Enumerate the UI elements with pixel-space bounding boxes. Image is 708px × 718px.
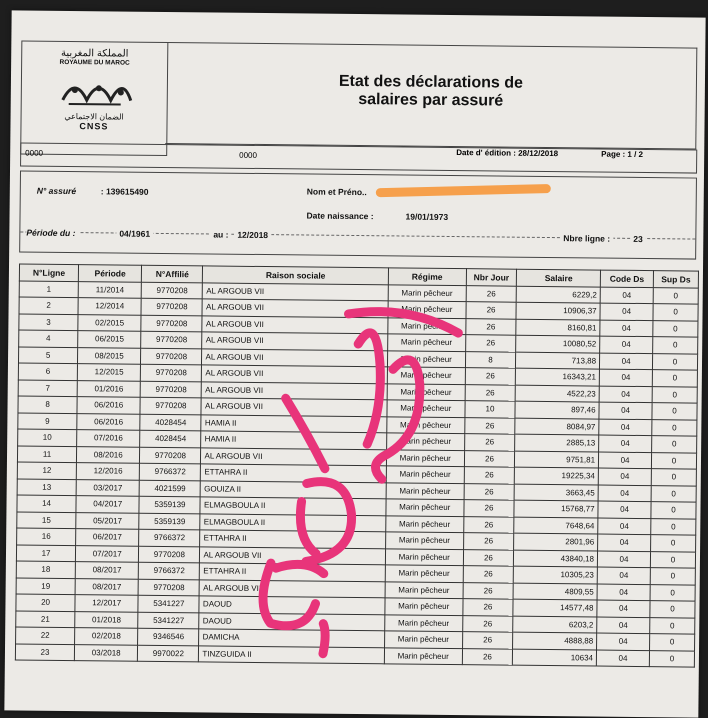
cell-col-code-ds: 04 <box>599 402 652 419</box>
cell-col-regime: Marin pêcheur <box>386 482 464 499</box>
cell-col-ligne: 13 <box>17 478 76 495</box>
cell-col-sup-ds: 0 <box>651 535 696 552</box>
cell-col-code-ds: 04 <box>600 303 653 320</box>
cell-col-periode: 11/2014 <box>78 281 141 298</box>
name-label: Nom et Préno.. <box>306 186 367 198</box>
cell-col-nbr-jour: 26 <box>463 516 514 533</box>
cell-col-periode: 06/2017 <box>76 529 139 546</box>
cell-col-raison-sociale: AL ARGOUB VII <box>202 365 388 383</box>
cell-col-raison-sociale: AL ARGOUB VII <box>202 299 388 317</box>
cell-col-ligne: 2 <box>19 297 78 314</box>
cell-col-regime: Marin pêcheur <box>385 631 463 648</box>
cell-col-affilie: 9770208 <box>140 381 201 398</box>
cell-col-regime: Marin pêcheur <box>385 565 463 582</box>
cell-col-nbr-jour: 26 <box>465 318 516 335</box>
document-page <box>4 10 705 717</box>
cell-col-periode: 06/2016 <box>77 413 140 430</box>
insured-number-label: N° assuré <box>36 185 77 197</box>
cell-col-ligne: 3 <box>19 313 78 330</box>
cell-col-sup-ds: 0 <box>650 584 695 601</box>
cell-col-raison-sociale: AL ARGOUB VII <box>200 579 386 597</box>
cell-col-sup-ds: 0 <box>652 370 697 387</box>
cell-col-salaire: 14577,48 <box>513 599 597 616</box>
cell-col-salaire: 4522,23 <box>516 385 600 402</box>
cell-col-nbr-jour: 26 <box>463 582 514 599</box>
birth-date-label: Date naissance : <box>306 210 374 222</box>
cell-col-raison-sociale: DAOUD <box>199 596 385 614</box>
cell-col-ligne: 17 <box>16 544 75 561</box>
cell-col-ligne: 20 <box>16 594 75 611</box>
header-col-regime: Régime <box>388 268 466 285</box>
logo-country-text: ROYAUME DU MAROC <box>59 58 130 67</box>
cell-col-affilie: 9770208 <box>141 348 202 365</box>
cell-col-regime: Marin pêcheur <box>386 449 464 466</box>
cell-col-salaire: 2801,96 <box>514 533 598 550</box>
cell-col-code-ds: 04 <box>599 419 652 436</box>
cell-col-code-ds: 04 <box>599 386 652 403</box>
cell-col-ligne: 11 <box>17 445 76 462</box>
cell-col-raison-sociale: DAOUD <box>199 612 385 630</box>
cell-col-sup-ds: 0 <box>651 452 696 469</box>
cell-col-code-ds: 04 <box>597 600 650 617</box>
period-from-label: Période du : <box>26 228 79 239</box>
cell-col-salaire: 8084,97 <box>515 418 599 435</box>
cell-col-raison-sociale: AL ARGOUB VII <box>202 348 388 366</box>
cell-col-periode: 03/2018 <box>75 644 138 661</box>
cell-col-regime: Marin pêcheur <box>387 400 465 417</box>
cell-col-affilie: 9770208 <box>141 315 202 332</box>
cell-col-raison-sociale: HAMIA II <box>201 431 387 449</box>
table-body <box>15 280 698 667</box>
cell-col-salaire: 16343,21 <box>516 368 600 385</box>
cell-col-regime: Marin pêcheur <box>387 433 465 450</box>
cnss-logo-box <box>20 40 168 156</box>
cell-col-affilie: 9770208 <box>140 447 201 464</box>
cell-col-regime: Marin pêcheur <box>385 581 463 598</box>
cell-col-affilie: 9770208 <box>142 282 203 299</box>
cell-col-salaire: 10906,37 <box>516 302 600 319</box>
cell-col-ligne: 1 <box>19 280 78 297</box>
cell-col-raison-sociale: ELMAGBOULA II <box>200 497 386 515</box>
header-col-periode: Période <box>78 265 141 282</box>
logo-cnss-text: CNSS <box>79 121 109 132</box>
cell-col-periode: 06/2015 <box>78 331 141 348</box>
cell-col-sup-ds: 0 <box>653 353 698 370</box>
cell-col-nbr-jour: 26 <box>465 335 516 352</box>
cell-col-code-ds: 04 <box>598 452 651 469</box>
cell-col-raison-sociale: ELMAGBOULA II <box>200 513 386 531</box>
header-col-salaire: Salaire <box>517 269 601 286</box>
cell-col-regime: Marin pêcheur <box>388 350 466 367</box>
cell-col-affilie: 5341227 <box>138 595 199 612</box>
cell-col-regime: Marin pêcheur <box>386 466 464 483</box>
cell-col-ligne: 18 <box>16 561 75 578</box>
cell-col-periode: 07/2017 <box>76 545 139 562</box>
period-from-value: 04/1961 <box>116 228 153 238</box>
cell-col-salaire: 713,88 <box>516 352 600 369</box>
cell-col-salaire: 9751,81 <box>515 451 599 468</box>
cell-col-raison-sociale: AL ARGOUB VII <box>201 447 387 465</box>
cell-col-nbr-jour: 26 <box>462 648 513 665</box>
cell-col-raison-sociale: ETTAHRA II <box>201 464 387 482</box>
cell-col-nbr-jour: 26 <box>463 533 514 550</box>
cell-col-periode: 08/2017 <box>75 578 138 595</box>
cnss-emblem-icon <box>54 70 134 111</box>
cell-col-code-ds: 04 <box>598 501 651 518</box>
cell-col-affilie: 9770208 <box>140 397 201 414</box>
cell-col-sup-ds: 0 <box>651 518 696 535</box>
cell-col-sup-ds: 0 <box>651 469 696 486</box>
cell-col-code-ds: 04 <box>600 287 653 304</box>
cell-col-salaire: 10080,52 <box>516 335 600 352</box>
cell-col-ligne: 7 <box>18 379 77 396</box>
cell-col-periode: 08/2017 <box>75 562 138 579</box>
cell-col-periode: 02/2015 <box>78 314 141 331</box>
cell-col-nbr-jour: 10 <box>464 401 515 418</box>
cell-col-periode: 02/2018 <box>75 628 138 645</box>
declarations-table <box>15 263 699 667</box>
cell-col-code-ds: 04 <box>598 485 651 502</box>
cell-col-raison-sociale: GOUIZA II <box>201 480 387 498</box>
cell-col-periode: 05/2017 <box>76 512 139 529</box>
cell-col-nbr-jour: 26 <box>464 450 515 467</box>
cell-col-sup-ds: 0 <box>650 601 695 618</box>
cell-col-periode: 01/2018 <box>75 611 138 628</box>
cell-col-ligne: 19 <box>16 577 75 594</box>
cell-col-sup-ds: 0 <box>650 568 695 585</box>
cell-col-periode: 07/2016 <box>77 430 140 447</box>
cell-col-affilie: 9766372 <box>140 463 201 480</box>
cell-col-sup-ds: 0 <box>651 502 696 519</box>
cell-col-ligne: 23 <box>15 643 74 660</box>
cell-col-code-ds: 04 <box>600 353 653 370</box>
cell-col-regime: Marin pêcheur <box>387 367 465 384</box>
insured-info-box <box>19 170 697 259</box>
birth-date-value: 19/01/1973 <box>405 211 449 222</box>
edition-date: Date d' édition : 28/12/2018 <box>456 148 559 159</box>
cell-col-raison-sociale: AL ARGOUB VII <box>202 332 388 350</box>
cell-col-ligne: 12 <box>17 462 76 479</box>
cell-col-sup-ds: 0 <box>653 320 698 337</box>
cell-col-regime: Marin pêcheur <box>388 317 466 334</box>
cell-col-code-ds: 04 <box>599 369 652 386</box>
title-box <box>165 42 697 150</box>
cell-col-ligne: 21 <box>16 610 75 627</box>
cell-col-periode: 04/2017 <box>76 496 139 513</box>
cell-col-periode: 08/2016 <box>77 446 140 463</box>
cell-col-regime: Marin pêcheur <box>386 532 464 549</box>
cell-col-code-ds: 04 <box>597 633 650 650</box>
cell-col-ligne: 9 <box>18 412 77 429</box>
cell-col-periode: 01/2016 <box>77 380 140 397</box>
cell-col-sup-ds: 0 <box>653 287 698 304</box>
cell-col-regime: Marin pêcheur <box>387 383 465 400</box>
header-col-affilie: N°Affilié <box>142 265 203 282</box>
cell-col-ligne: 22 <box>16 627 75 644</box>
cell-col-raison-sociale: AL ARGOUB VII <box>201 398 387 416</box>
period-to-label: au : <box>210 229 231 239</box>
cell-col-nbr-jour: 26 <box>462 632 513 649</box>
cell-col-code-ds: 04 <box>597 551 650 568</box>
cell-col-sup-ds: 0 <box>652 419 697 436</box>
cell-col-regime: Marin pêcheur <box>385 614 463 631</box>
cell-col-salaire: 6203,2 <box>513 616 597 633</box>
document-title <box>166 71 696 113</box>
cell-col-nbr-jour: 26 <box>464 483 515 500</box>
cell-col-regime: Marin pêcheur <box>388 301 466 318</box>
cell-col-salaire: 2885,13 <box>515 434 599 451</box>
cell-col-code-ds: 04 <box>598 468 651 485</box>
cell-col-nbr-jour: 26 <box>465 368 516 385</box>
cell-col-affilie: 9770208 <box>141 331 202 348</box>
cell-col-affilie: 4021599 <box>139 480 200 497</box>
header-col-raison-sociale: Raison sociale <box>203 266 389 284</box>
cell-col-code-ds: 04 <box>597 584 650 601</box>
cell-col-nbr-jour: 26 <box>464 417 515 434</box>
cell-col-regime: Marin pêcheur <box>388 284 466 301</box>
cell-col-regime: Marin pêcheur <box>386 499 464 516</box>
cell-col-raison-sociale: TINZGUIDA II <box>199 645 385 663</box>
cell-col-regime: Marin pêcheur <box>385 548 463 565</box>
cell-col-raison-sociale: DAMICHA <box>199 629 385 647</box>
cell-col-regime: Marin pêcheur <box>387 416 465 433</box>
cell-col-affilie: 9766372 <box>139 562 200 579</box>
cell-col-affilie: 9770208 <box>141 298 202 315</box>
cell-col-affilie: 5341227 <box>138 612 199 629</box>
cell-col-raison-sociale: AL ARGOUB VII <box>203 282 389 300</box>
cell-col-regime: Marin pêcheur <box>385 598 463 615</box>
cell-col-ligne: 16 <box>17 528 76 545</box>
title-line-1: Etat des déclarations de <box>338 72 524 92</box>
cell-col-nbr-jour: 26 <box>462 599 513 616</box>
cell-col-ligne: 14 <box>17 495 76 512</box>
cell-col-salaire: 3663,45 <box>515 484 599 501</box>
cell-col-raison-sociale: ETTAHRA II <box>200 530 386 548</box>
cell-col-salaire: 6229,2 <box>517 286 601 303</box>
code-mid: 0000 <box>239 150 258 160</box>
cell-col-periode: 03/2017 <box>76 479 139 496</box>
cell-col-nbr-jour: 26 <box>462 615 513 632</box>
cell-col-nbr-jour: 26 <box>463 549 514 566</box>
cell-col-code-ds: 04 <box>598 518 651 535</box>
cell-col-sup-ds: 0 <box>653 337 698 354</box>
cell-col-sup-ds: 0 <box>650 551 695 568</box>
cell-col-code-ds: 04 <box>599 435 652 452</box>
cell-col-nbr-jour: 26 <box>463 500 514 517</box>
cell-col-salaire: 43840,18 <box>514 550 598 567</box>
period-to-value: 12/2018 <box>234 230 271 240</box>
cell-col-sup-ds: 0 <box>652 436 697 453</box>
redaction-mark <box>376 184 551 197</box>
cell-col-affilie: 9770208 <box>141 364 202 381</box>
cell-col-nbr-jour: 8 <box>465 351 516 368</box>
cell-col-raison-sociale: AL ARGOUB VII <box>200 546 386 564</box>
cell-col-sup-ds: 0 <box>652 386 697 403</box>
cell-col-code-ds: 04 <box>600 320 653 337</box>
cell-col-code-ds: 04 <box>600 336 653 353</box>
cell-col-periode: 12/2015 <box>77 364 140 381</box>
cell-col-ligne: 5 <box>18 346 77 363</box>
cell-col-sup-ds: 0 <box>650 634 695 651</box>
cell-col-ligne: 10 <box>18 429 77 446</box>
logo-arabic-bottom-text: الضمان الاجتماعي <box>64 111 124 122</box>
cell-col-regime: Marin pêcheur <box>384 647 462 664</box>
cell-col-ligne: 15 <box>17 511 76 528</box>
cell-col-salaire: 7648,64 <box>514 517 598 534</box>
cell-col-regime: Marin pêcheur <box>388 334 466 351</box>
cell-col-sup-ds: 0 <box>649 650 694 667</box>
cell-col-ligne: 6 <box>18 363 77 380</box>
cell-col-periode: 12/2017 <box>75 595 138 612</box>
cell-col-affilie: 9970022 <box>138 645 199 662</box>
cell-col-ligne: 4 <box>19 330 78 347</box>
header-col-code-ds: Code Ds <box>600 270 653 287</box>
cell-col-raison-sociale: AL ARGOUB VII <box>202 381 388 399</box>
cell-col-code-ds: 04 <box>597 567 650 584</box>
cell-col-affilie: 9770208 <box>139 546 200 563</box>
cell-col-affilie: 4028454 <box>140 414 201 431</box>
title-line-2: salaires par assuré <box>358 91 504 110</box>
cell-col-periode: 12/2016 <box>76 463 139 480</box>
cell-col-salaire: 4888,88 <box>513 632 597 649</box>
cell-col-salaire: 8160,81 <box>516 319 600 336</box>
cell-col-raison-sociale: AL ARGOUB VII <box>202 315 388 333</box>
cell-col-affilie: 5359139 <box>139 513 200 530</box>
cell-col-affilie: 5359139 <box>139 496 200 513</box>
cell-col-sup-ds: 0 <box>652 403 697 420</box>
cell-col-salaire: 897,46 <box>515 401 599 418</box>
cell-col-affilie: 9770208 <box>138 579 199 596</box>
header-col-ligne: N°Ligne <box>19 264 78 281</box>
insured-number-value: : 139615490 <box>100 186 149 197</box>
cell-col-nbr-jour: 26 <box>465 302 516 319</box>
cell-col-salaire: 15768,77 <box>514 500 598 517</box>
cell-col-salaire: 19225,34 <box>515 467 599 484</box>
cell-col-periode: 08/2015 <box>78 347 141 364</box>
header-col-sup-ds: Sup Ds <box>653 271 698 288</box>
cell-col-raison-sociale: ETTAHRA II <box>200 563 386 581</box>
cell-col-code-ds: 04 <box>596 650 649 667</box>
header-col-nbr-jour: Nbr Jour <box>466 269 517 286</box>
cell-col-regime: Marin pêcheur <box>386 515 464 532</box>
cell-col-nbr-jour: 26 <box>464 467 515 484</box>
cell-col-code-ds: 04 <box>598 534 651 551</box>
cell-col-nbr-jour: 26 <box>465 384 516 401</box>
cell-col-sup-ds: 0 <box>650 617 695 634</box>
cell-col-sup-ds: 0 <box>653 304 698 321</box>
cell-col-periode: 06/2016 <box>77 397 140 414</box>
cell-col-salaire: 10305,23 <box>514 566 598 583</box>
line-count-value: 23 <box>630 234 646 244</box>
code-left: 0000 <box>25 148 44 158</box>
cell-col-periode: 12/2014 <box>78 298 141 315</box>
cell-col-salaire: 10634 <box>513 649 597 666</box>
cell-col-nbr-jour: 26 <box>463 566 514 583</box>
cell-col-affilie: 4028454 <box>140 430 201 447</box>
line-count-label: Nbre ligne : <box>560 233 613 244</box>
cell-col-code-ds: 04 <box>597 617 650 634</box>
cell-col-nbr-jour: 26 <box>466 285 517 302</box>
page-number: Page : 1 / 2 <box>601 149 644 160</box>
cell-col-ligne: 8 <box>18 396 77 413</box>
cell-col-affilie: 9346546 <box>138 628 199 645</box>
cell-col-affilie: 9766372 <box>139 529 200 546</box>
cell-col-raison-sociale: HAMIA II <box>201 414 387 432</box>
cell-col-salaire: 4809,55 <box>514 583 598 600</box>
logo-arabic-text: المملكة المغربية <box>60 47 129 60</box>
cell-col-nbr-jour: 26 <box>464 434 515 451</box>
cell-col-sup-ds: 0 <box>651 485 696 502</box>
